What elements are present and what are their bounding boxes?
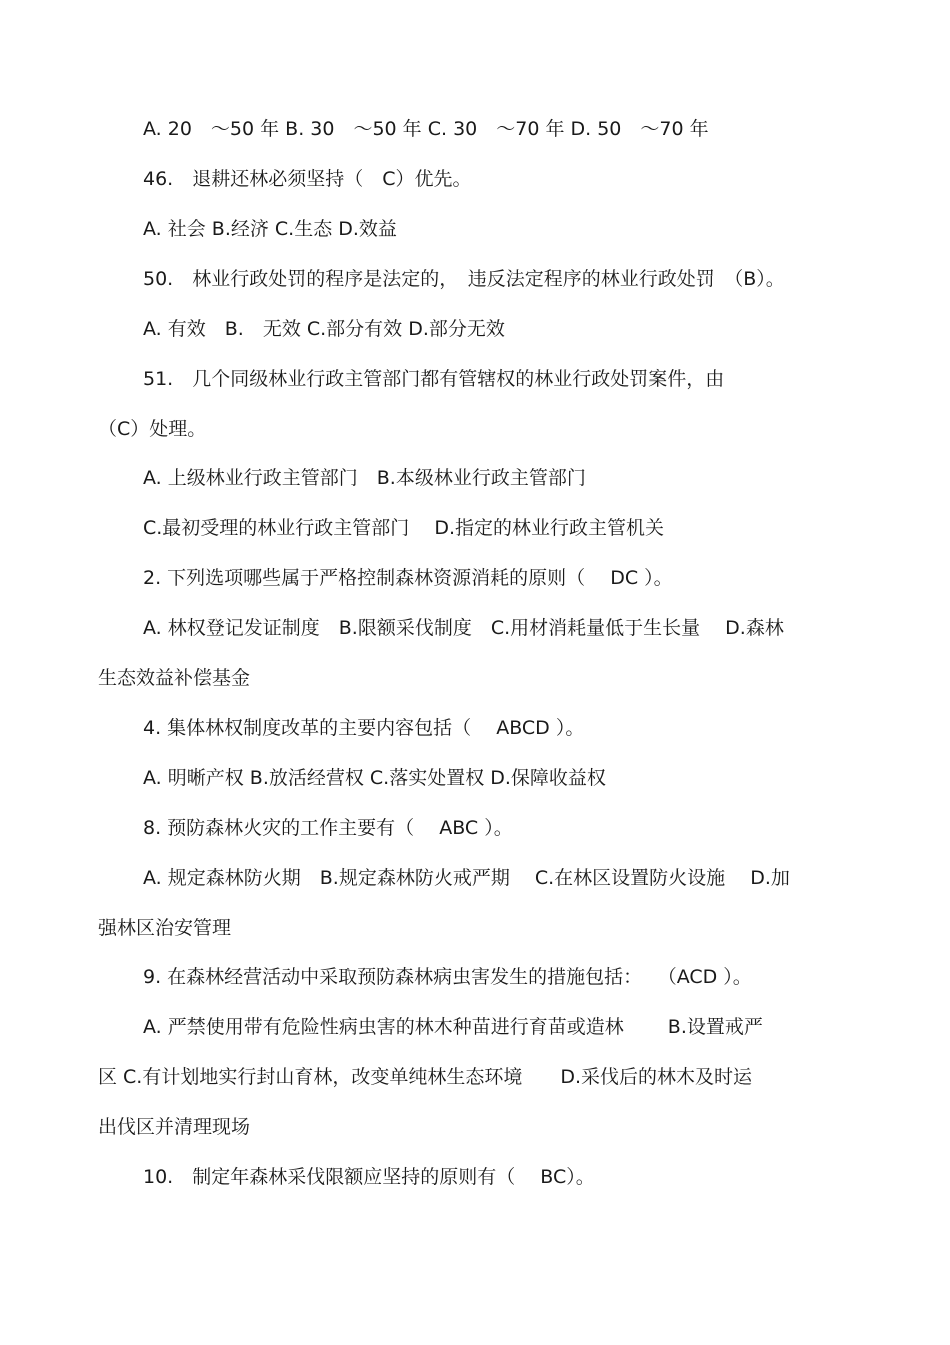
text-line: 区 C.有计划地实行封山育林，改变单纯林生态环境 D.采伐后的林木及时运 bbox=[98, 1066, 753, 1088]
text-line: A. 严禁使用带有危险性病虫害的林木种苗进行育苗或造林 B.设置戒严 bbox=[143, 1016, 763, 1038]
text-line: A. 规定森林防火期 B.规定森林防火戒严期 C.在林区设置防火设施 D.加 bbox=[143, 867, 790, 889]
text-line: 生态效益补偿基金 bbox=[98, 667, 251, 689]
text-line: A. 上级林业行政主管部门 B.本级林业行政主管部门 bbox=[143, 467, 586, 489]
text-line: 出伐区并清理现场 bbox=[98, 1116, 251, 1138]
text-line: 强林区治安管理 bbox=[98, 917, 232, 939]
question-line: 9. 在森林经营活动中采取预防森林病虫害发生的措施包括： （ACD ）。 bbox=[143, 966, 752, 988]
text-line: （C）处理。 bbox=[98, 418, 207, 440]
text-line: A. 林权登记发证制度 B.限额采伐制度 C.用材消耗量低于生长量 D.森林 bbox=[143, 617, 784, 639]
text-line: A. 明晰产权 B.放活经营权 C.落实处置权 D.保障收益权 bbox=[143, 767, 606, 789]
question-line: 2. 下列选项哪些属于严格控制森林资源消耗的原则（ DC ）。 bbox=[143, 567, 673, 589]
text-line: A. 社会 B.经济 C.生态 D.效益 bbox=[143, 218, 397, 240]
question-line: 10. 制定年森林采伐限额应坚持的原则有（ BC）。 bbox=[143, 1166, 595, 1188]
question-line: 50. 林业行政处罚的程序是法定的， 违反法定程序的林业行政处罚 （B）。 bbox=[143, 268, 785, 290]
question-line: 46. 退耕还林必须坚持（ C）优先。 bbox=[143, 168, 472, 190]
text-line: A. 有效 B. 无效 C.部分有效 D.部分无效 bbox=[143, 318, 505, 340]
question-line: 4. 集体林权制度改革的主要内容包括（ ABCD ）。 bbox=[143, 717, 585, 739]
text-line: A. 20 ～50 年 B. 30 ～50 年 C. 30 ～70 年 D. 50 ～70 年 bbox=[143, 118, 709, 140]
question-line: 51. 几个同级林业行政主管部门都有管辖权的林业行政处罚案件，由 bbox=[143, 368, 725, 390]
question-line: 8. 预防森林火灾的工作主要有（ ABC ）。 bbox=[143, 817, 513, 839]
text-line: C.最初受理的林业行政主管部门 D.指定的林业行政主管机关 bbox=[143, 517, 665, 539]
